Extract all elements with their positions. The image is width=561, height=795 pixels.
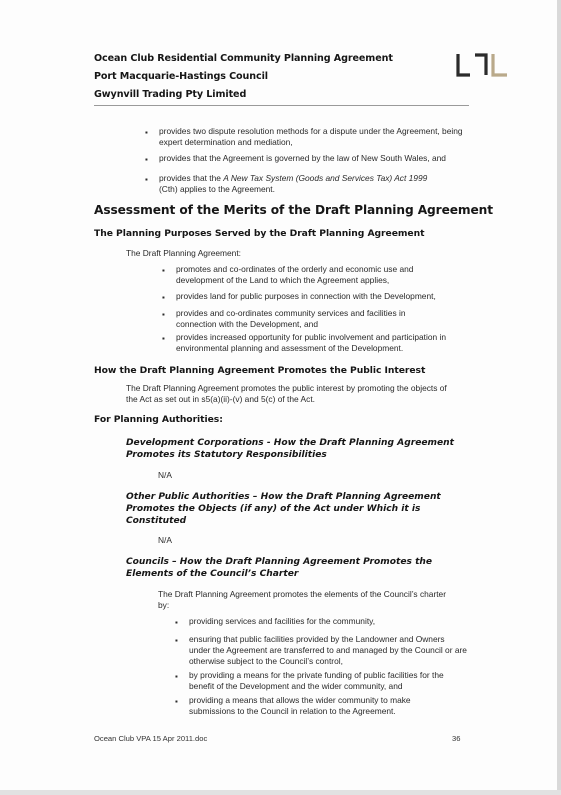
bullet-marker: ▪ [175,672,178,681]
purposes-bullet-2: provides land for public purposes in connection with the Development, [176,291,436,301]
page-number: 36 [452,734,461,743]
intro-bullet-3 [159,173,444,195]
footer-doc-name: Ocean Club VPA 15 Apr 2011.doc [94,734,208,743]
ltl-logo [455,50,511,80]
public-interest-text: The Draft Planning Agreement promotes the public interest by promoting the objects of the Act as set out in s5(a)(ii)-(v) and 5(c) of the Act. [126,383,447,404]
other-authorities-text: N/A [158,535,172,545]
purposes-heading: The Planning Purposes Served by the Draft Planning Agreement [94,228,425,239]
purposes-lead: The Draft Planning Agreement: [126,248,241,258]
header-divider [94,105,469,106]
bullet-marker: ▪ [175,697,178,706]
councils-bullet-3: by providing a means for the private funding of public facilities for the benefit of the Development and the wider community, and [189,670,444,691]
public-interest-heading: How the Draft Planning Agreement Promotes the Public Interest [94,365,426,376]
header-title-line-1: Ocean Club Residential Community Planning Agreement [94,53,393,64]
intro-bullet-2: provides that the Agreement is governed by the law of New South Wales, and [159,153,446,163]
bullet-marker: ▪ [162,310,165,319]
bullet-marker: ▪ [175,636,178,645]
councils-bullet-1: providing services and facilities for the community, [189,616,376,626]
intro-bullet-3-post: (Cth) applies to the Agreement. [159,184,275,194]
bullet-marker: ▪ [145,175,148,184]
dev-corp-heading: Development Corporations - How the Draft Planning Agreement Promotes its Statutory Responsibilities [126,438,454,460]
bullet-marker: ▪ [175,618,178,627]
gst-act-title: A New Tax System (Goods and Services Tax) Act 1999 [223,173,428,183]
other-authorities-heading: Other Public Authorities – How the Draft Planning Agreement Promotes the Objects (if any) of the Act under Which it is Constituted [126,492,441,526]
bullet-marker: ▪ [162,334,165,343]
intro-bullet-1: provides two dispute resolution methods for a dispute under the Agreement, being expert determination and mediation, [159,126,463,147]
purposes-bullet-4: provides increased opportunity for public involvement and participation in environmental planning and assessment of the Development. [176,332,447,353]
councils-bullet-4: providing a means that allows the wider community to make submissions to the Council in relation to the Agreement. [189,695,411,716]
purposes-bullet-1: promotes and co-ordinates of the orderly and economic use and development of the Land to which the Agreement applies, [176,264,414,285]
dev-corp-text: N/A [158,470,172,480]
bullet-marker: ▪ [145,155,148,164]
scan-edge-right [557,0,561,795]
bullet-marker: ▪ [145,128,148,137]
authorities-heading: For Planning Authorities: [94,414,223,425]
bullet-marker: ▪ [162,266,165,275]
bullet-marker: ▪ [162,293,165,302]
intro-bullet-3-pre: provides that the [159,173,224,183]
councils-bullet-2: ensuring that public facilities provided by the Landowner and Owners under the Agreement are transferred to and managed by the Council or are otherwise subject to the Council’s control, [189,634,467,666]
header-title-line-3: Gwynvill Trading Pty Limited [94,89,247,100]
scan-edge-bottom [0,790,561,795]
councils-heading: Councils – How the Draft Planning Agreement Promotes the Elements of the Council’s Charter [126,557,433,579]
section-title: Assessment of the Merits of the Draft Planning Agreement [94,203,493,217]
header-title-line-2: Port Macquarie-Hastings Council [94,71,268,82]
purposes-bullet-3: provides and co-ordinates community services and facilities in connection with the Development, and [176,308,406,329]
councils-lead: The Draft Planning Agreement promotes the elements of the Council’s charter by: [158,589,447,610]
